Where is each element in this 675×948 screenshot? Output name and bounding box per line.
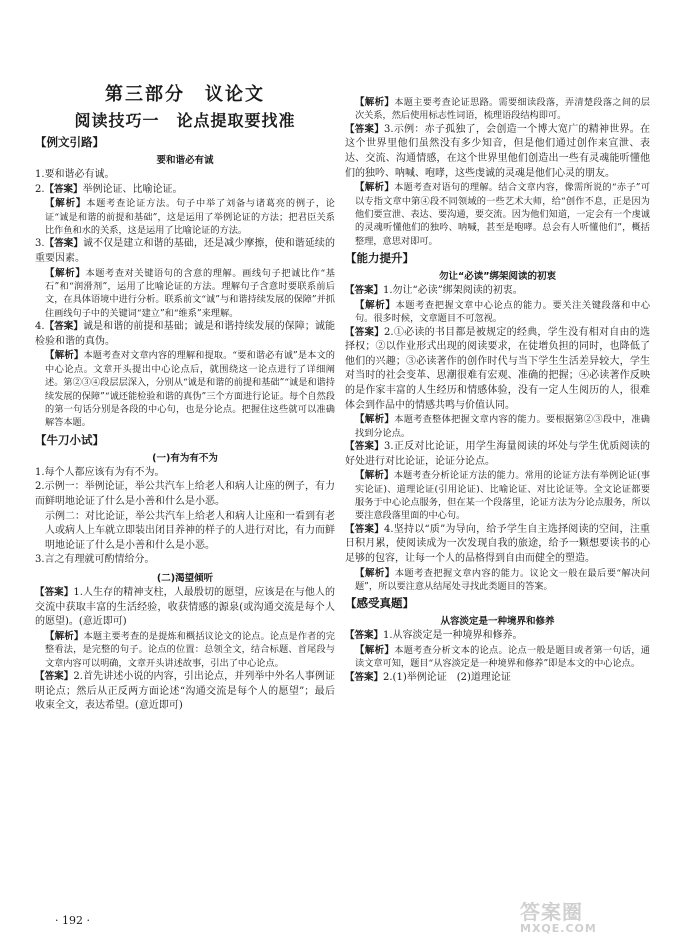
answer-tag: 【答案】 bbox=[345, 523, 384, 535]
section-practice: 【牛刀小试】 bbox=[35, 432, 104, 447]
analysis-line: 【解析】本题考查论证方法。句子中举了刘备与诸葛亮的例子，论证“诚是和谐的前提和基础”，这是运用了举例论证的方法；把君臣关系比作鱼和水的关系，这是运用了比喻论证的方法。 bbox=[45, 198, 335, 236]
analysis-tag: 【解析】 bbox=[45, 630, 84, 642]
answer-line: 2.示例一：举例论证，举公共汽车上给老人和病人让座的例子，有力而鲜明地论证了什么是小善和什么是小恶。 bbox=[35, 481, 335, 508]
answer-line: 4.【答案】诚是和谐的前提和基础；诚是和谐持续发展的保障；诚能检验和谐的真伪。 bbox=[35, 321, 335, 347]
skill-title: 阅读技巧一 论点提取要找准 bbox=[74, 111, 296, 130]
answer-tag: 【答案】 bbox=[44, 183, 83, 195]
section-example: 【例文引路】 bbox=[35, 135, 104, 149]
analysis-tag: 【解析】 bbox=[45, 198, 87, 210]
answer-line: 3.言之有理就可酌情给分。 bbox=[35, 554, 155, 566]
answer-line: 示例二：对比论证，举公共汽车上给老人和病人让座和一看到有老人或病人上车就立即装出闭目养神的样子的人进行对比，有力而鲜明地论证了什么是小善和什么是小恶。 bbox=[45, 510, 335, 551]
analysis-tag: 【解析】 bbox=[355, 567, 395, 579]
answer-line: 【答案】1.人生存的精神支柱，人最殷切的愿望，应该是在与他人的交流中获取丰富的生活经验，收获情感的源泉(或沟通交流是每个人的愿望)。(意近即可) bbox=[35, 587, 335, 628]
answer-tag: 【答案】 bbox=[345, 123, 385, 135]
answer-tag: 【答案】 bbox=[35, 587, 74, 598]
analysis-tag: 【解析】 bbox=[355, 645, 395, 656]
answer-tag: 【答案】 bbox=[345, 441, 385, 452]
part-title: 第三部分 议论文 bbox=[105, 84, 265, 105]
answer-tag: 【答案】 bbox=[345, 671, 384, 683]
analysis-line: 【解析】本题考查分析论证方法的能力。常用的论证方法有举例论证(事实论证)、道理论证(引用论证)、比喻论证、对比论证等。全文论证都要服务于中心论点服务，但在某一个段落里，论证方法为分论点服务，所以要注意段落里面的中心句。 bbox=[355, 470, 650, 522]
watermark-text: 答案圈 bbox=[520, 900, 583, 924]
analysis-line: 【解析】本题主要考查的是提炼和概括议论文的论点。论点是作者的完整看法，是完整的句子。论点的位置：总领全文，结合标题、首尾段与文章内容可以明确，文章开头讲述故事，引出了中心论点。 bbox=[45, 630, 335, 669]
answer-tag: 【答案】 bbox=[345, 326, 385, 338]
analysis-tag: 【解析】 bbox=[45, 267, 86, 279]
answer-line: 1.要和谐必有诚。 bbox=[35, 169, 115, 180]
article-title-5: 从容淡定是一种境界和修养 bbox=[440, 616, 555, 628]
answer-line: 【答案】2.(1)举例论证 (2)道理论证 bbox=[345, 671, 511, 683]
answer-tag: 【答案】 bbox=[35, 671, 74, 682]
analysis-tag: 【解析】 bbox=[355, 97, 395, 108]
article-title-2: (一)有为有不为 bbox=[152, 452, 218, 464]
answer-line: 【答案】1.从容淡定是一种境界和修养。 bbox=[345, 630, 523, 642]
analysis-tag: 【解析】 bbox=[355, 182, 395, 194]
answer-tag: 【答案】 bbox=[345, 285, 384, 297]
watermark-logo bbox=[520, 902, 597, 935]
answer-line: 【答案】1.勿让“必读”绑架阅读的初衷。 bbox=[345, 285, 523, 297]
right-column bbox=[345, 96, 650, 685]
analysis-line: 【解析】本题考查分析文本的论点。论点一般是题目或者第一句话，通读文章可知，题目“从容淡定是一种境界和修养”即是本文的中心论点。 bbox=[355, 645, 650, 670]
analysis-line: 【解析】本题考查把握文章中心论点的能力。要关注关键段落和中心句。很多时候，文章题目不可忽视。 bbox=[355, 299, 650, 325]
analysis-line: 【解析】本题考查把握文章内容的能力。议论文一般在最后要“解决问题”，所以要注意从结尾处寻找此类题目的答案。 bbox=[355, 567, 650, 592]
article-title-1: 要和谐必有诚 bbox=[156, 155, 214, 166]
analysis-tag: 【解析】 bbox=[45, 350, 84, 362]
analysis-line: 【解析】本题考查对关键语句的含意的理解。画线句子把诚比作“基石”和“润滑剂”，运用了比喻论证的方法。理解句子含意时要联系前后文，在具体语境中进行分析。联系前文“诚”与和谐持续发展的保障”并抓住画线句子中的关键词“建立”和“维系”来理解。 bbox=[45, 267, 335, 319]
analysis-line: 【解析】本题考查整体把握文章内容的能力。要根据第②③段中，准确找到分论点。 bbox=[355, 414, 650, 439]
answer-line: 2.【答案】举例论证、比喻论证。 bbox=[35, 183, 183, 195]
answer-tag: 【答案】 bbox=[345, 630, 384, 642]
section-real-exam: 【感受真题】 bbox=[345, 596, 414, 611]
article-title-3: (二)渴望倾听 bbox=[156, 573, 214, 584]
left-column bbox=[35, 80, 335, 714]
analysis-tag: 【解析】 bbox=[355, 470, 394, 482]
article-title-4: 勿让“必读”绑架阅读的初衷 bbox=[439, 271, 556, 283]
answer-tag: 【答案】 bbox=[44, 238, 83, 250]
analysis-tag: 【解析】 bbox=[355, 414, 395, 426]
answer-line: 3.【答案】诚不仅是建立和谐的基础，还是减少摩擦，使和谐延续的重要因素。 bbox=[35, 238, 335, 264]
answer-line: 【答案】3.正反对比论证，用学生海量阅读的坏处与学生优质阅读的好处进行对比论证，论证分论点。 bbox=[345, 441, 650, 467]
answer-line: 【答案】2.首先讲述小说的内容，引出论点，并列举中外名人事例证明论点；然后从正反两方面论述“沟通交流是每个人的愿望”；最后收束全文，表达希望。(意近即可) bbox=[35, 671, 335, 712]
analysis-tag: 【解析】 bbox=[355, 299, 396, 311]
answer-line: 【答案】2.①必读的书目都是被规定的经典，学生没有相对自由的选择权；②以作业形式出现的阅读要求，在徒增负担的同时，也降低了他们的兴趣；③必读著作的创作时代与当下学生生活差异较大，学生对当时的社会变革、思潮很难有宏观、准确的把握；④必读著作反映的是作家丰富的人生经历和情感体验，没有一定人生阅历的人，很难体会到作品中的情感共鸣与价值认同。 bbox=[345, 326, 650, 411]
watermark-url: MXQE.COM bbox=[520, 922, 597, 935]
answer-line: 【答案】3.示例：赤子孤独了，会创造一个博大宽广的精神世界。在这个世界里他们虽然没有多少知音，但是他们通过创作来宣泄、表达、交流、沟通情感，在这个世界里他们创造出一些有灵魂能听懂他们的独吟、呐喊、咆哮，这些虔诚的灵魂是他们心灵的朋友。 bbox=[345, 123, 650, 179]
answer-tag: 【答案】 bbox=[44, 321, 83, 333]
analysis-line: 【解析】本题考查对语句的理解。结合文章内容，像需所说的“赤子”可以专指文章中第④段不同领域的一些艺术大师，给“创作不息，正是因为他们要宣泄、表达、要沟通，要交流。因为他们知道，一定会有一个虔诚的灵魂听懂他们的独吟、呐喊，甚至是咆哮。总会有人听懂他们”，概括整理，意思对即可。 bbox=[355, 182, 650, 247]
analysis-line: 【解析】本题考查对文章内容的理解和提取。“要和谐必有诚”是本文的中心论点。文章开头提出中心论点后，就围绕这一论点进行了详细阐述。第②③④段层层深入，分别从“诚是和谐的前提和基础”“诚是和谐持续发展的保障”“诚还能检验和谐的真伪”三个方面进行论证。每个自然段的第一句话分别是各段的中心句，也是分论点。把握住这些就可以准确解答本题。 bbox=[45, 350, 335, 429]
analysis-line: 【解析】本题主要考查论证思路。需要细读段落，弄清楚段落之间的层次关系，然后使用标志性词语，梳理语段结构即可。 bbox=[355, 97, 650, 122]
answer-line: 1.每个人都应该有为有不为。 bbox=[35, 466, 165, 478]
answer-line: 【答案】4.坚持以“质”为导向，给予学生自主选择阅读的空间，注重日积月累，使阅读成为一次发现自我的旅途，给予一颗想要读书的心足够的包容，让每一个人的品格得到自由而健全的塑造。 bbox=[345, 523, 650, 564]
page-number: · 192 · bbox=[55, 914, 90, 927]
section-improve: 【能力提升】 bbox=[345, 251, 414, 266]
